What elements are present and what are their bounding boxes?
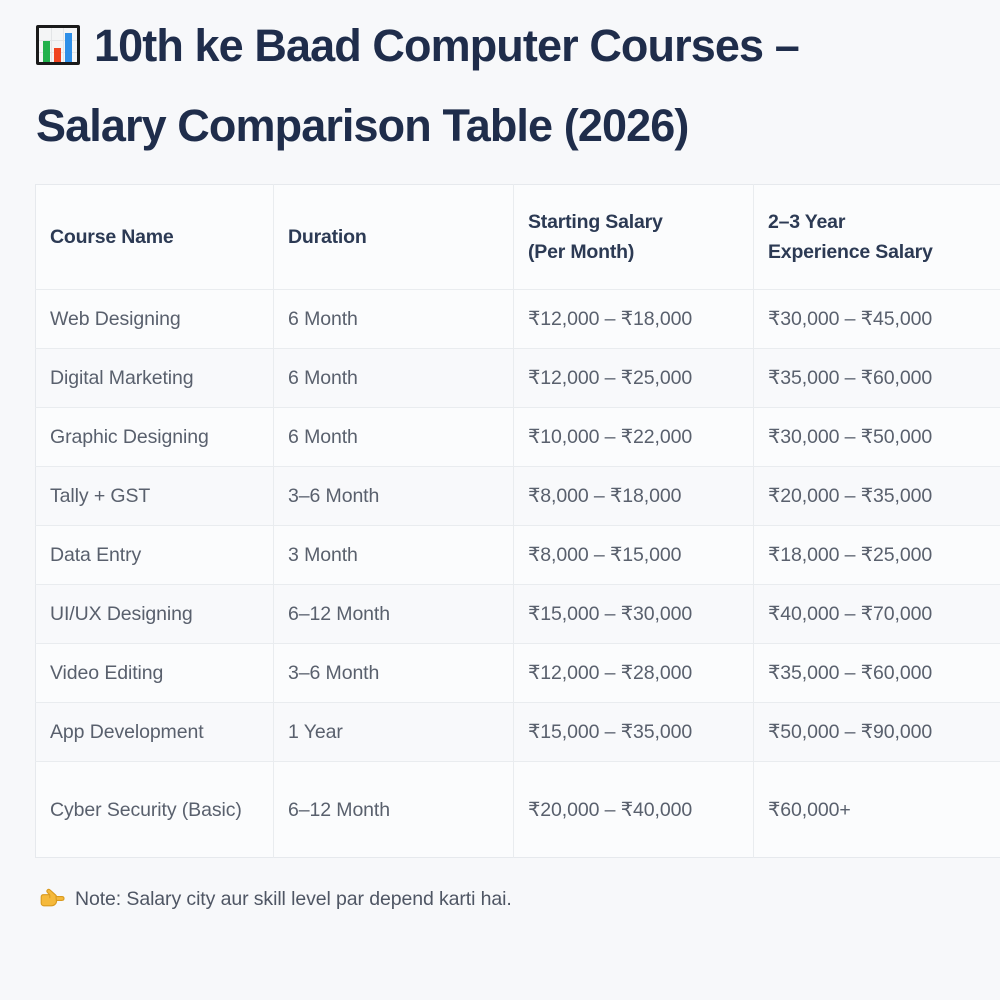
page-title-text: 10th ke Baad Computer Courses – Salary Comparison Table (2026) [36, 20, 799, 151]
cell-duration: 3–6 Month [274, 467, 514, 526]
cell-experience-salary: ₹18,000 – ₹25,000 [754, 526, 1000, 585]
cell-experience-salary: ₹35,000 – ₹60,000 [754, 349, 1000, 408]
cell-starting-salary: ₹15,000 – ₹30,000 [514, 585, 754, 644]
salary-comparison-table [35, 184, 1000, 858]
pointing-hand-emoji [38, 888, 66, 910]
table-row [36, 408, 1000, 467]
footer-note-text: Note: Salary city aur skill level par depend karti hai. [75, 888, 512, 910]
salary-table-wrapper [35, 184, 1000, 858]
cell-course-name: App Development [36, 703, 274, 762]
table-row [36, 349, 1000, 408]
column-header-line: 2–3 Year [768, 211, 846, 233]
cell-experience-salary: ₹50,000 – ₹90,000 [754, 703, 1000, 762]
cell-course-name: Tally + GST [36, 467, 274, 526]
cell-starting-salary: ₹12,000 – ₹25,000 [514, 349, 754, 408]
cell-starting-salary: ₹10,000 – ₹22,000 [514, 408, 754, 467]
table-row [36, 467, 1000, 526]
cell-course-name: Cyber Security (Basic) [36, 762, 274, 858]
cell-duration: 6–12 Month [274, 762, 514, 858]
cell-starting-salary: ₹20,000 – ₹40,000 [514, 762, 754, 858]
cell-course-name: Data Entry [36, 526, 274, 585]
column-header-starting-salary [514, 185, 754, 290]
column-header-line: Duration [288, 226, 367, 248]
cell-starting-salary: ₹15,000 – ₹35,000 [514, 703, 754, 762]
cell-duration: 6–12 Month [274, 585, 514, 644]
column-header-course-name [36, 185, 274, 290]
cell-duration: 3–6 Month [274, 644, 514, 703]
cell-experience-salary: ₹30,000 – ₹50,000 [754, 408, 1000, 467]
cell-experience-salary: ₹35,000 – ₹60,000 [754, 644, 1000, 703]
table-row [36, 762, 1000, 858]
table-body [36, 290, 1000, 858]
cell-experience-salary: ₹60,000+ [754, 762, 1000, 858]
cell-experience-salary: ₹30,000 – ₹45,000 [754, 290, 1000, 349]
cell-duration: 6 Month [274, 408, 514, 467]
cell-duration: 3 Month [274, 526, 514, 585]
cell-course-name: UI/UX Designing [36, 585, 274, 644]
table-row [36, 585, 1000, 644]
cell-duration: 6 Month [274, 290, 514, 349]
cell-course-name: Web Designing [36, 290, 274, 349]
title-block [0, 0, 1000, 166]
table-row [36, 644, 1000, 703]
column-header-line: Course Name [50, 226, 174, 248]
column-header-experience-salary [754, 185, 1000, 290]
page-title [36, 6, 896, 166]
cell-experience-salary: ₹20,000 – ₹35,000 [754, 467, 1000, 526]
cell-course-name: Digital Marketing [36, 349, 274, 408]
column-header-line: Starting Salary [528, 211, 663, 233]
column-header-duration [274, 185, 514, 290]
table-row [36, 290, 1000, 349]
table-header-row [36, 185, 1000, 290]
cell-course-name: Video Editing [36, 644, 274, 703]
cell-course-name: Graphic Designing [36, 408, 274, 467]
cell-starting-salary: ₹8,000 – ₹15,000 [514, 526, 754, 585]
cell-starting-salary: ₹12,000 – ₹28,000 [514, 644, 754, 703]
cell-experience-salary: ₹40,000 – ₹70,000 [754, 585, 1000, 644]
cell-duration: 1 Year [274, 703, 514, 762]
column-header-line: (Per Month) [528, 241, 635, 263]
table-row [36, 703, 1000, 762]
column-header-line: Experience Salary [768, 241, 933, 263]
cell-starting-salary: ₹12,000 – ₹18,000 [514, 290, 754, 349]
cell-starting-salary: ₹8,000 – ₹18,000 [514, 467, 754, 526]
table-header [36, 185, 1000, 290]
footer-note [38, 885, 1000, 913]
table-row [36, 526, 1000, 585]
bar-chart-emoji [36, 25, 82, 65]
cell-duration: 6 Month [274, 349, 514, 408]
